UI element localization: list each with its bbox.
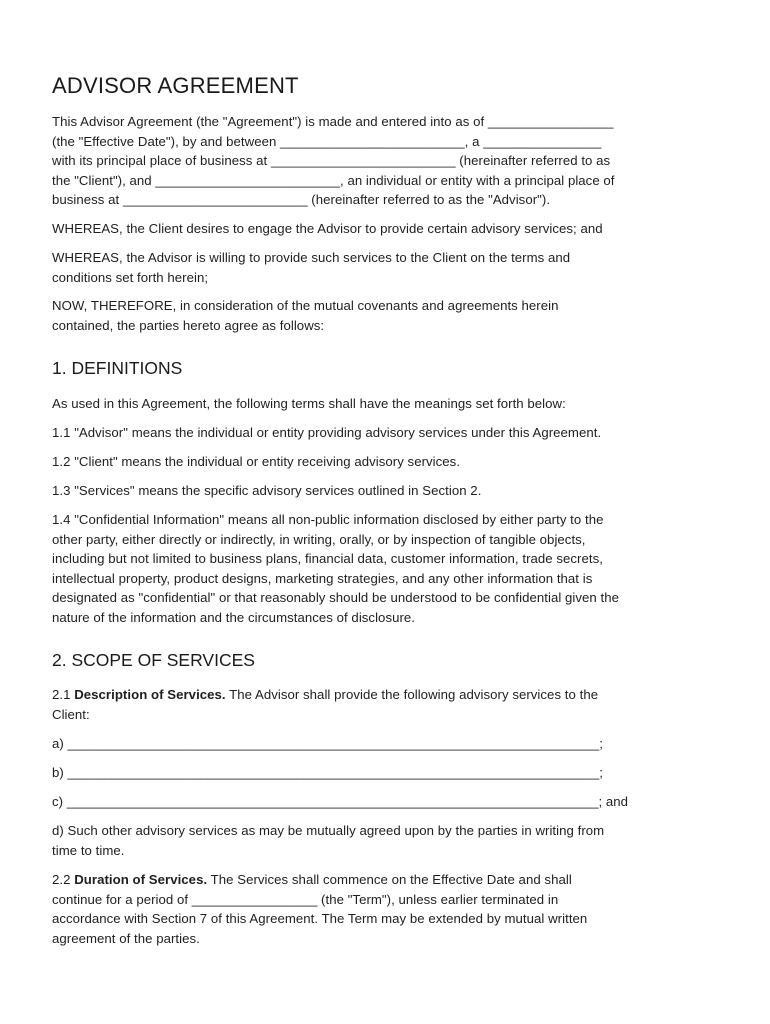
section-number: 2.2: [52, 872, 75, 887]
service-item-b: b) ________________________________________________________________________;: [52, 765, 603, 780]
definition-client: 1.2 "Client" means the individual or entity receiving advisory services.: [52, 454, 461, 469]
whereas-2-line: WHEREAS, the Advisor is willing to provide such services to the Client on the terms and: [52, 250, 571, 265]
definition-line: 1.4 "Confidential Information" means all non-public information disclosed by either party to the: [52, 512, 604, 527]
section-number: 2.1: [52, 687, 75, 702]
definition-advisor: 1.1 "Advisor" means the individual or entity providing advisory services under this Agreement.: [52, 425, 602, 440]
section-2-2-line: accordance with Section 7 of this Agreement. The Term may be extended by mutual written: [52, 911, 588, 926]
intro-line: business at _________________________ (hereinafter referred to as the "Advisor").: [52, 192, 551, 207]
definition-line: intellectual property, product designs, marketing strategies, and any other information that is: [52, 570, 593, 586]
service-item-d-line: time to time.: [52, 842, 125, 858]
definitions-lead: As used in this Agreement, the following terms shall have the meanings set forth below:: [52, 396, 566, 411]
definitions-heading: 1. DEFINITIONS: [52, 358, 183, 378]
section-text: Client:: [52, 706, 90, 722]
definition-line: other party, either directly or indirectly, in writing, orally, or by inspection of tangible objects,: [52, 531, 586, 547]
section-title: Duration of Services.: [74, 872, 208, 887]
now-therefore-clause: [52, 296, 720, 335]
intro-line: the "Client"), and _________________________, an individual or entity with a principal place of: [52, 172, 615, 188]
whereas-clause-1: WHEREAS, the Client desires to engage the Advisor to provide certain advisory services; and: [52, 221, 603, 236]
section-2-2-line: continue for a period of _________________ (the "Term"), unless earlier terminated in: [52, 891, 559, 907]
section-2-2-line: agreement of the parties.: [52, 930, 200, 946]
intro-line: This Advisor Agreement (the "Agreement") is made and entered into as of _________________: [52, 114, 614, 129]
section-2-1: [52, 685, 720, 724]
whereas-2-line: conditions set forth herein;: [52, 269, 209, 285]
section-text: The Services shall commence on the Effective Date and shall: [207, 872, 572, 887]
page-title: ADVISOR AGREEMENT: [52, 73, 299, 98]
intro-line: (the "Effective Date"), by and between _________________________, a ________________: [52, 133, 602, 149]
definition-line: nature of the information and the circumstances of disclosure.: [52, 609, 416, 625]
service-item-c: c) ________________________________________________________________________; and: [52, 794, 629, 809]
section-2-2: [52, 870, 720, 948]
section-text: The Advisor shall provide the following advisory services to the: [225, 687, 599, 702]
definition-line: including but not limited to business plans, financial data, customer information, trade secrets,: [52, 551, 603, 566]
definition-services: 1.3 "Services" means the specific advisory services outlined in Section 2.: [52, 483, 482, 498]
service-item-d: [52, 821, 720, 860]
section-2-2-line: [52, 872, 572, 887]
now-therefore-line: contained, the parties hereto agree as follows:: [52, 317, 325, 333]
section-title: Description of Services.: [74, 687, 226, 702]
section-2-1-line: [52, 687, 598, 702]
intro-paragraph: [52, 112, 720, 210]
scope-heading: 2. SCOPE OF SERVICES: [52, 650, 255, 670]
now-therefore-line: NOW, THEREFORE, in consideration of the mutual covenants and agreements herein: [52, 298, 559, 313]
service-item-d-line: d) Such other advisory services as may be mutually agreed upon by the parties in writing from: [52, 823, 605, 838]
intro-line: with its principal place of business at _________________________ (hereinafter referred to as: [52, 153, 611, 168]
service-item-a: a) ________________________________________________________________________;: [52, 736, 603, 751]
definition-confidential-information: [52, 510, 720, 627]
whereas-clause-2: [52, 248, 720, 287]
definition-line: designated as "confidential" or that reasonably should be understood to be confidential given the: [52, 590, 620, 605]
